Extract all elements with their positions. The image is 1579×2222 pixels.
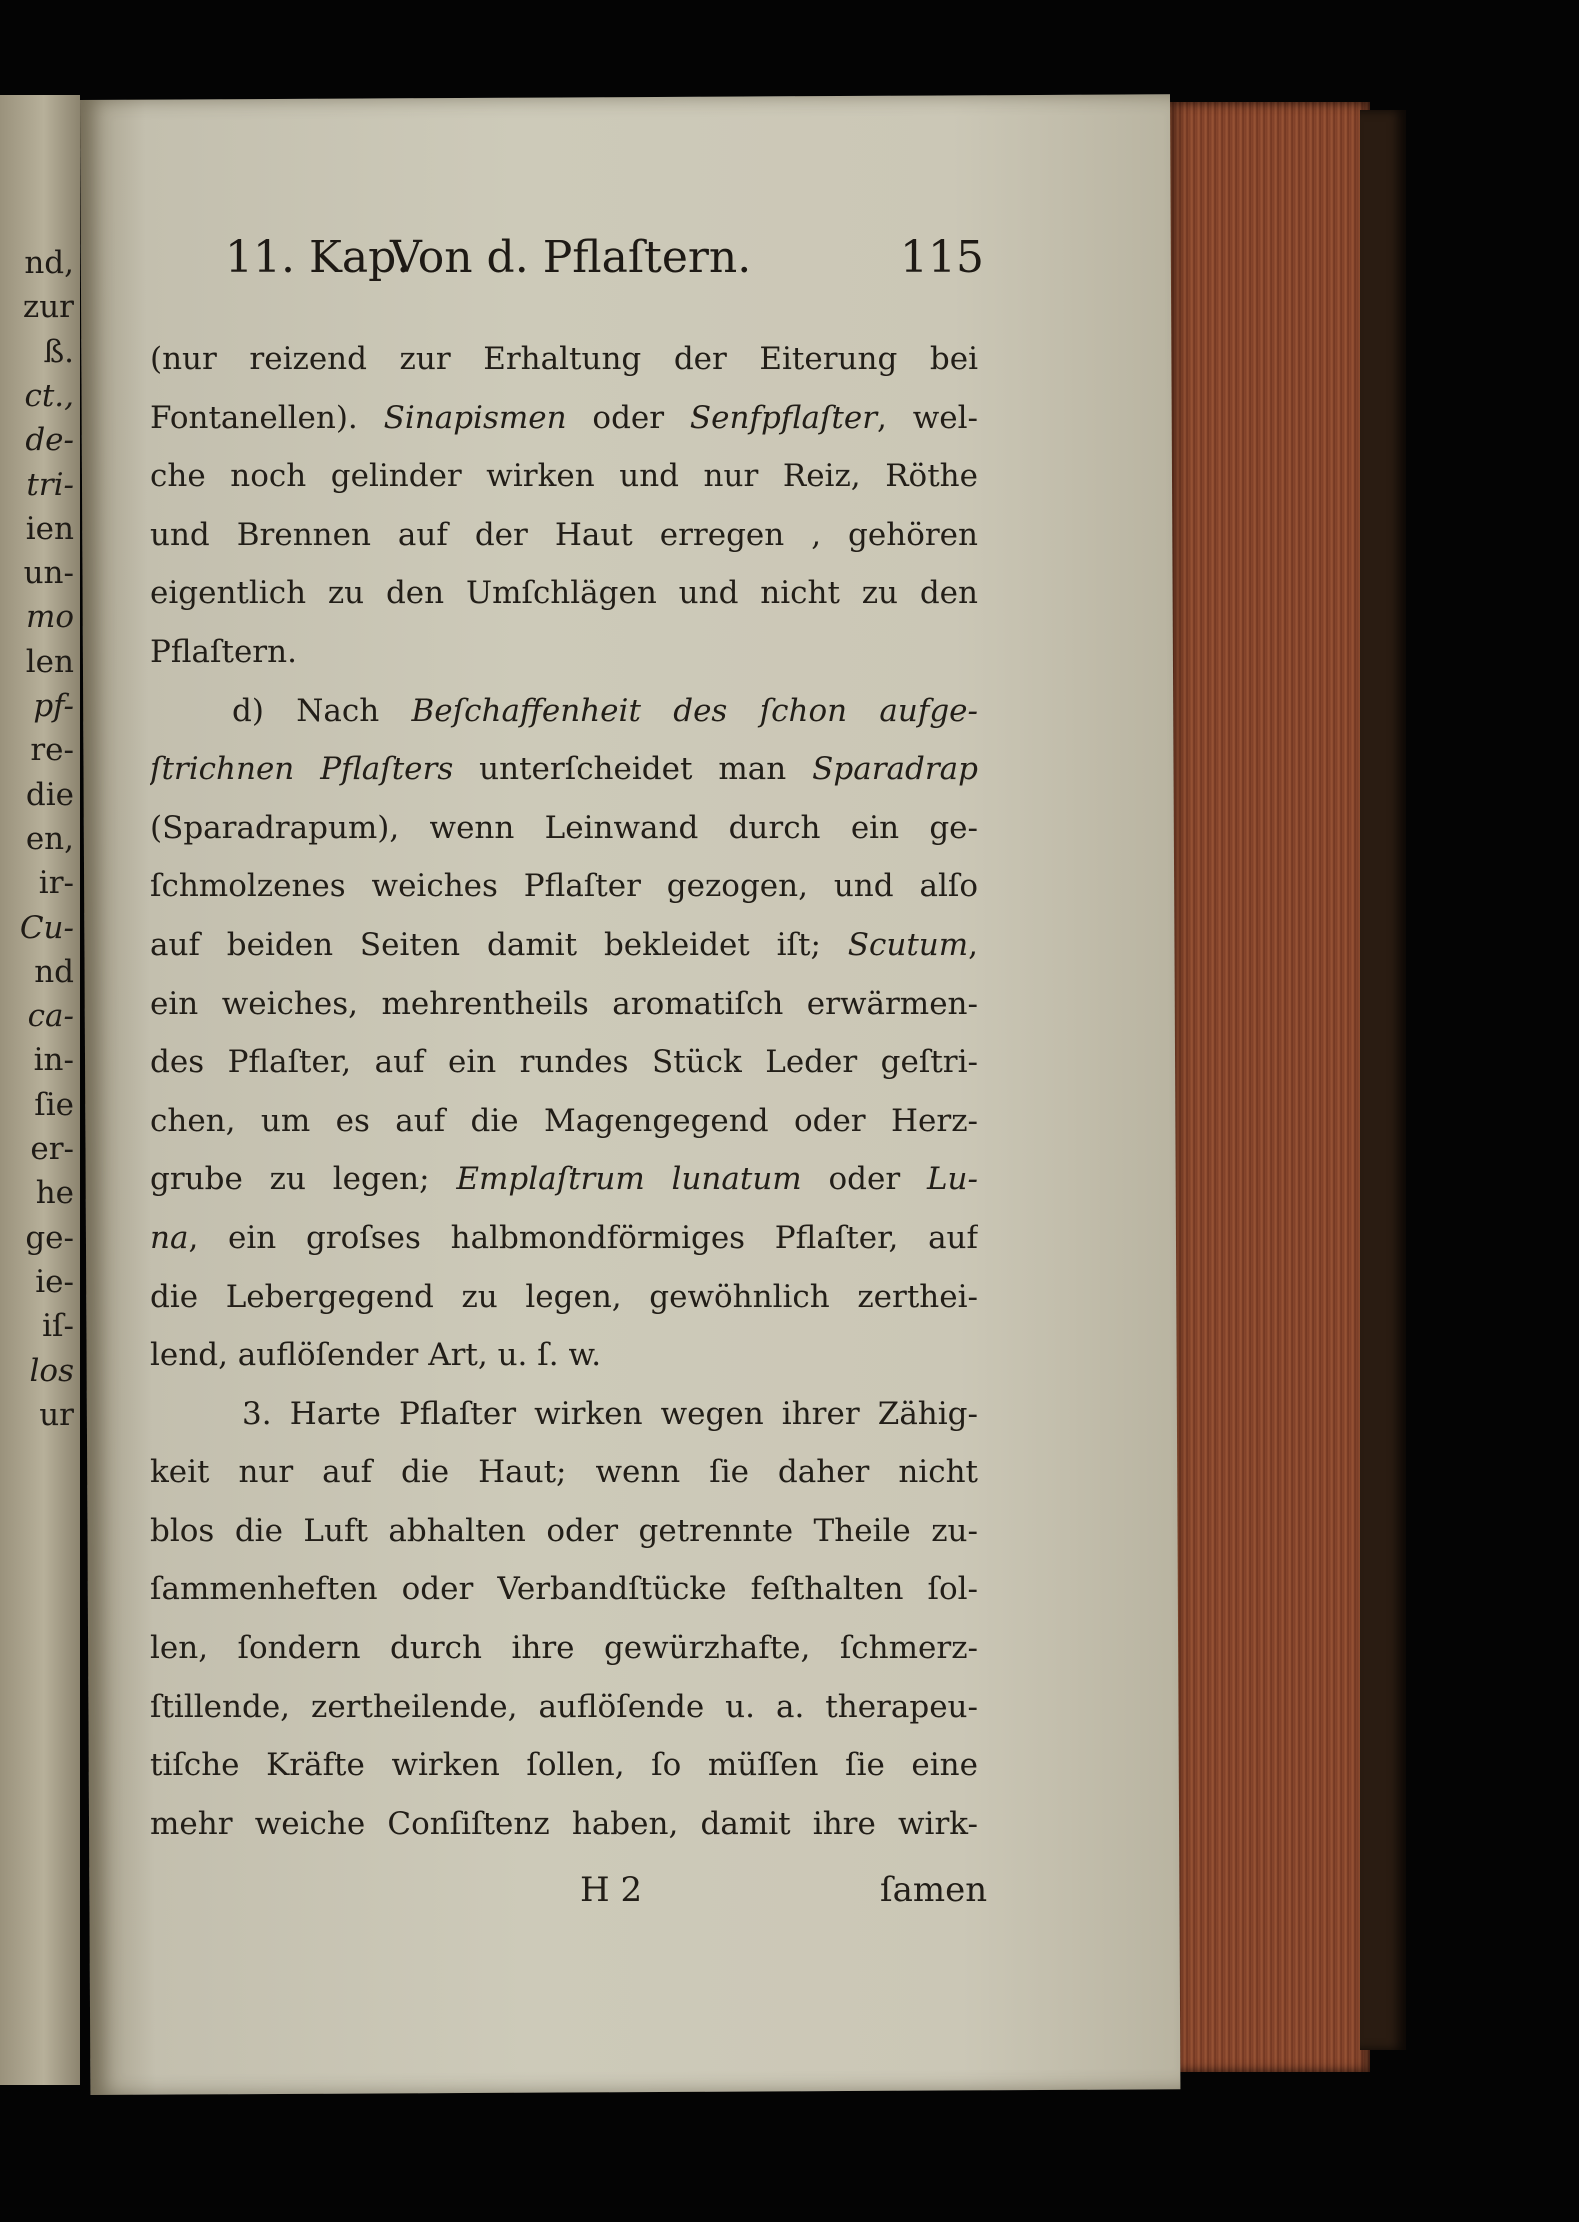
left-margin-fragment: ca- [27,998,74,1035]
text-line: 3. Harte Pflaſter wirken wegen ihrer Zähig- [242,1395,978,1432]
text-line: na, ein groſses halbmondförmiges Pflaſter, auf [150,1219,978,1256]
text-line: Pflaſtern. [150,633,297,670]
text-line: ſchmolzenes weiches Pflaſter gezogen, und alſo [150,868,978,905]
left-margin-fragment: ge- [25,1219,74,1256]
left-margin-fragment: en, [25,820,74,857]
left-margin-fragment: ur [39,1396,74,1433]
left-margin-fragment: tri- [26,466,74,503]
left-margin-fragment: los [29,1352,74,1389]
left-margin-fragment: zur [22,289,74,326]
text-line: Fontanellen). Sinapismen oder Senfpflaſter, wel- [150,399,978,436]
page-footer [0,1870,1579,1920]
left-margin-fragment: nd, [24,245,74,281]
left-margin-fragment: mo [25,599,74,636]
text-line: che noch gelinder wirken und nur Reiz, Röthe [150,458,978,495]
signature-mark: H 2 [580,1870,643,1910]
header-title: Von d. Pflaſtern. [390,232,752,283]
text-line: und Brennen auf der Haut erregen , gehören [150,516,978,553]
text-line: des Pflaſter, auf ein rundes Stück Leder geſtri- [150,1044,978,1081]
left-margin-fragment: ir- [38,865,74,902]
text-line: eigentlich zu den Umſchlägen und nicht zu den [150,575,978,612]
running-header [225,232,985,292]
text-line: lend, auflöſender Art, u. ſ. w. [150,1337,602,1374]
chapter-label: 11. Kap. [225,232,411,283]
page-body-text [150,330,978,1853]
left-margin-fragment: ß. [43,333,74,370]
left-margin-fragment: ſie [34,1086,74,1123]
page-number: 115 [900,232,984,283]
left-margin-fragment: de- [25,422,74,459]
left-margin-fragment: ien [25,510,74,547]
left-margin-fragment: pf- [33,688,74,724]
text-line: die Lebergegend zu legen, gewöhnlich zerthei- [150,1278,978,1315]
text-line: (Sparadrapum), wenn Leinwand durch ein ge- [150,809,978,846]
book-cover-edge [1360,110,1406,2050]
left-margin-fragment: ie- [35,1263,74,1300]
text-line: tiſche Kräfte wirken ſollen, ſo müſſen ſie eine [150,1747,978,1784]
text-line: ſtrichnen Pflaſters unterſcheidet man Sparadrap [150,751,978,788]
text-line: auf beiden Seiten damit bekleidet iſt; Scutum, [150,926,978,963]
text-line: (nur reizend zur Erhaltung der Eiterung bei [150,341,978,377]
left-margin-fragment: in- [33,1042,74,1079]
left-margin-fragment: un- [23,555,74,592]
book-fore-edge [1168,102,1370,2072]
text-line: d) Nach Beſchaffenheit des ſchon aufge- [232,692,978,729]
text-line: ſtillende, zertheilende, auflöſende u. a. therapeu- [150,1688,978,1725]
text-line: ſammenheften oder Verbandſtücke feſthalten ſol- [150,1571,978,1608]
text-line: ein weiches, mehrentheils aromatiſch erwärmen- [150,985,978,1022]
text-line: len, ſondern durch ihre gewürzhafte, ſchmerz- [150,1630,978,1667]
left-margin-fragment: nd [34,953,74,990]
left-margin-fragment: re- [30,732,74,769]
text-line: chen, um es auf die Magengegend oder Herz- [150,1102,978,1139]
catchword: ſamen [880,1870,988,1910]
text-line: mehr weiche Conſiſtenz haben, damit ihre wirk- [150,1805,978,1842]
text-line: blos die Luft abhalten oder getrennte Theile zu- [150,1512,978,1549]
left-margin-fragment: Cu- [19,909,74,946]
text-line: grube zu legen; Emplaſtrum lunatum oder Lu- [150,1161,978,1198]
left-margin-fragment: he [35,1175,74,1212]
left-margin-fragment: er- [30,1131,74,1167]
left-margin-fragment: die [25,776,74,813]
left-margin-fragment: ct., [24,377,74,414]
left-margin-fragment: iſ- [42,1308,74,1345]
left-margin-fragment: len [25,643,74,680]
text-line: keit nur auf die Haut; wenn ſie daher nicht [150,1454,978,1491]
